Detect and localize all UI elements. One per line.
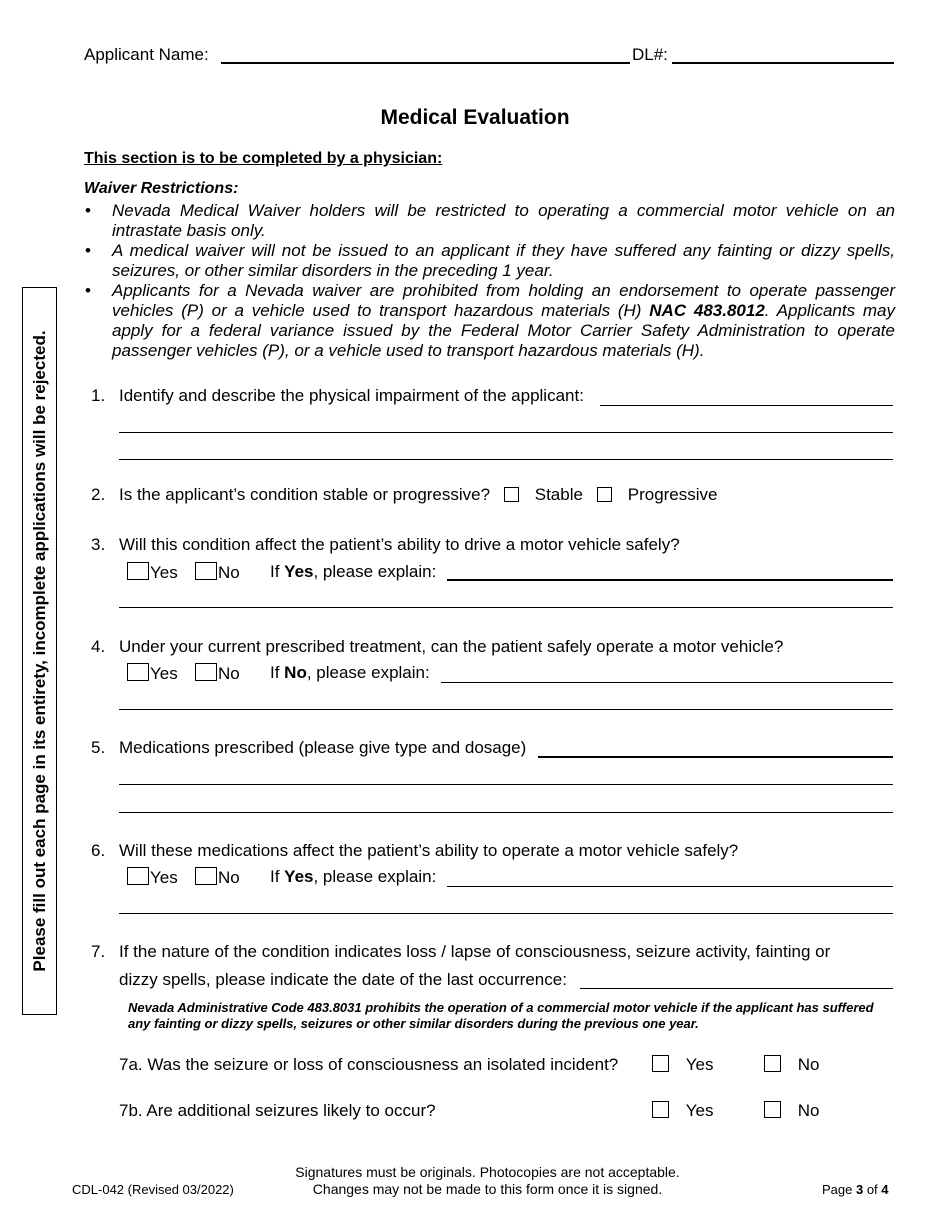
q3-yes-option[interactable]: Yes bbox=[127, 562, 178, 583]
q3-answer-line[interactable] bbox=[119, 607, 893, 608]
q3-answer-field[interactable] bbox=[447, 579, 893, 581]
q2-text: Is the applicant’s condition stable or progressive? bbox=[119, 485, 491, 504]
q4-yes-option[interactable]: Yes bbox=[127, 663, 178, 684]
q1-answer-line[interactable] bbox=[119, 459, 893, 460]
question-number: 6. bbox=[91, 841, 106, 860]
page-title: Medical Evaluation bbox=[380, 106, 570, 129]
checkbox[interactable] bbox=[195, 663, 217, 681]
q4-no-option[interactable]: No bbox=[195, 663, 240, 684]
physician-note: This section is to be completed by a physician: bbox=[84, 150, 443, 167]
q6-answer-field[interactable] bbox=[447, 886, 893, 887]
q4-answer-field[interactable] bbox=[441, 682, 893, 683]
question-number: 3. bbox=[91, 535, 106, 554]
q5-text: Medications prescribed (please give type and dosage) bbox=[119, 738, 527, 757]
sidebar-warning-box bbox=[22, 287, 57, 1015]
checkbox[interactable] bbox=[195, 562, 217, 580]
q7a-yes-option[interactable]: Yes bbox=[652, 1055, 713, 1075]
q6-yes-option[interactable]: Yes bbox=[127, 867, 178, 888]
checkbox[interactable] bbox=[127, 562, 149, 580]
q4-explain-label: If No, please explain: bbox=[270, 663, 430, 682]
dl-number-field[interactable] bbox=[672, 62, 894, 64]
nac-note: Nevada Administrative Code 483.8031 prohibits the operation of a commercial motor vehicle if the applicant has suffered any fainting or dizzy spells, seizures or other similar disorders during the previous one year. bbox=[128, 1000, 874, 1031]
checkbox[interactable] bbox=[764, 1101, 781, 1118]
checkbox[interactable] bbox=[597, 487, 612, 502]
question-number: 1. bbox=[91, 386, 106, 405]
checkbox[interactable] bbox=[127, 663, 149, 681]
q1-text: Identify and describe the physical impairment of the applicant: bbox=[119, 386, 584, 405]
q6-no-option[interactable]: No bbox=[195, 867, 240, 888]
q6-explain-label: If Yes, please explain: bbox=[270, 867, 437, 886]
q5-answer-field[interactable] bbox=[538, 756, 893, 758]
applicant-name-field[interactable] bbox=[221, 62, 630, 64]
question-number: 5. bbox=[91, 738, 106, 757]
q7-text-line1: If the nature of the condition indicates loss / lapse of consciousness, seizure activity, fainting or bbox=[119, 942, 831, 961]
sidebar-warning-text: Please fill out each page in its entirety, incomplete applications will be rejected. bbox=[29, 330, 49, 972]
nac-reference: NAC 483.8012 bbox=[649, 301, 765, 320]
signature-notice: Signatures must be originals. Photocopies are not acceptable. Changes may not be made to this form once it is signed. bbox=[295, 1164, 680, 1197]
applicant-name-label: Applicant Name: bbox=[84, 45, 209, 64]
q3-no-option[interactable]: No bbox=[195, 562, 240, 583]
q7a-no-option[interactable]: No bbox=[764, 1055, 819, 1075]
q2-stable-option[interactable]: Stable bbox=[504, 485, 583, 505]
question-number: 4. bbox=[91, 637, 106, 656]
q6-text: Will these medications affect the patient’s ability to operate a motor vehicle safely? bbox=[119, 841, 739, 860]
q5-answer-line[interactable] bbox=[119, 784, 893, 785]
q1-answer-field[interactable] bbox=[600, 405, 893, 406]
q7b-no-option[interactable]: No bbox=[764, 1101, 819, 1121]
checkbox[interactable] bbox=[764, 1055, 781, 1072]
q4-text: Under your current prescribed treatment, can the patient safely operate a motor vehicle? bbox=[119, 637, 784, 656]
q5-answer-line[interactable] bbox=[119, 812, 893, 813]
question-number: 2. bbox=[91, 485, 106, 504]
checkbox[interactable] bbox=[195, 867, 217, 885]
form-id: CDL-042 (Revised 03/2022) bbox=[72, 1182, 234, 1197]
q7b-text: 7b. Are additional seizures likely to occur? bbox=[119, 1101, 436, 1120]
question-number: 7. bbox=[91, 942, 106, 961]
q4-answer-line[interactable] bbox=[119, 709, 893, 710]
q7a-text: 7a. Was the seizure or loss of consciousness an isolated incident? bbox=[119, 1055, 619, 1074]
checkbox[interactable] bbox=[652, 1055, 669, 1072]
dl-number-label: DL#: bbox=[632, 45, 668, 64]
bullet-icon: • bbox=[85, 201, 91, 220]
q1-answer-line[interactable] bbox=[119, 432, 893, 433]
waiver-heading: Waiver Restrictions: bbox=[84, 180, 239, 197]
checkbox[interactable] bbox=[504, 487, 519, 502]
q2-progressive-option[interactable]: Progressive bbox=[597, 485, 718, 505]
q6-answer-line[interactable] bbox=[119, 913, 893, 914]
q3-text: Will this condition affect the patient’s ability to drive a motor vehicle safely? bbox=[119, 535, 680, 554]
checkbox[interactable] bbox=[652, 1101, 669, 1118]
q3-explain-label: If Yes, please explain: bbox=[270, 562, 437, 581]
q7b-yes-option[interactable]: Yes bbox=[652, 1101, 713, 1121]
bullet-icon: • bbox=[85, 241, 91, 260]
q7-date-field[interactable] bbox=[580, 988, 893, 989]
checkbox[interactable] bbox=[127, 867, 149, 885]
q7-text-line2: dizzy spells, please indicate the date of the last occurrence: bbox=[119, 970, 567, 989]
bullet-icon: • bbox=[85, 281, 91, 300]
page-number: Page 3 of 4 bbox=[822, 1182, 889, 1197]
